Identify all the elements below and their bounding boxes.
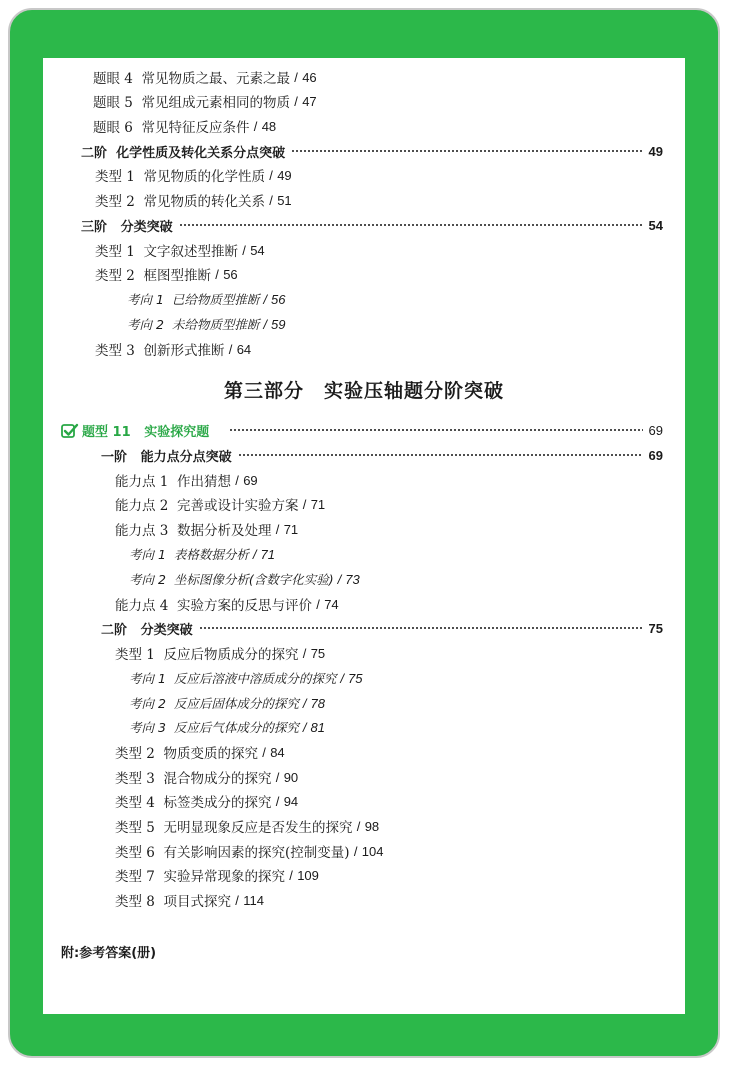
separator: / <box>294 69 298 85</box>
separator: / <box>269 167 273 183</box>
entry-title: 未给物质型推断 <box>171 317 260 332</box>
toc-entry[interactable] <box>43 263 685 285</box>
separator: / <box>235 472 239 488</box>
section-page: 49 <box>648 143 663 159</box>
separator: / <box>263 316 268 332</box>
entry-label: 类型 1 <box>95 169 135 185</box>
toc-subentry[interactable] <box>43 692 685 714</box>
entry-label: 能力点 1 <box>115 474 169 490</box>
entry-page: 46 <box>302 69 317 85</box>
separator: / <box>252 546 257 562</box>
entry-label: 类型 5 <box>115 820 155 836</box>
entry-page: 104 <box>361 843 384 859</box>
entry-page: 73 <box>345 571 360 587</box>
entry-title: 有关影响因素的探究(控制变量) <box>163 845 350 861</box>
separator: / <box>302 695 307 711</box>
separator: / <box>253 118 258 134</box>
toc-section[interactable] <box>43 444 685 466</box>
entry-title: 混合物成分的探究 <box>163 771 272 787</box>
toc-entry[interactable] <box>43 493 685 515</box>
entry-page: 84 <box>270 744 285 760</box>
toc-entry[interactable] <box>43 840 685 862</box>
toc-entry[interactable] <box>43 741 685 763</box>
entry-label: 考向 2 <box>127 317 164 332</box>
toc-page <box>43 58 685 1014</box>
entry-label: 能力点 3 <box>115 523 169 539</box>
entry-title: 反应后气体成分的探究 <box>173 720 299 735</box>
section-label: 三阶 <box>81 219 108 235</box>
entry-page: 71 <box>283 521 299 537</box>
entry-label: 考向 2 <box>129 572 166 587</box>
toc-entry[interactable] <box>43 790 685 812</box>
toc-entry[interactable] <box>43 766 685 788</box>
leader-dots <box>229 429 642 431</box>
toc-entry[interactable] <box>43 864 685 886</box>
entry-title: 常见特征反应条件 <box>141 120 250 136</box>
appendix-link[interactable]: 附:参考答案(册) <box>61 946 157 961</box>
separator: / <box>353 843 358 859</box>
separator: / <box>242 242 246 258</box>
toc-subentry[interactable] <box>43 716 685 738</box>
entry-page: 49 <box>277 167 292 183</box>
entry-page: 56 <box>223 266 238 282</box>
toc-entry[interactable] <box>43 90 685 112</box>
toc-subentry[interactable] <box>43 288 685 310</box>
entry-label: 类型 3 <box>115 771 155 787</box>
entry-label: 类型 7 <box>115 869 155 885</box>
entry-label: 考向 1 <box>129 547 166 562</box>
separator: / <box>215 266 219 282</box>
entry-title: 标签类成分的探究 <box>163 795 272 811</box>
entry-label: 类型 8 <box>115 894 155 910</box>
entry-label: 类型 1 <box>115 647 155 663</box>
entry-title: 无明显现象反应是否发生的探究 <box>163 820 353 836</box>
checkmark-icon <box>61 423 77 439</box>
separator: / <box>275 521 280 537</box>
leader-dots <box>199 627 643 629</box>
separator: / <box>294 93 298 109</box>
toc-section[interactable] <box>43 140 685 162</box>
entry-label: 考向 1 <box>127 292 164 307</box>
section-title: 化学性质及转化关系分点突破 <box>116 145 286 161</box>
toc-section[interactable] <box>43 214 685 236</box>
entry-label: 能力点 2 <box>115 498 169 514</box>
leader-dots <box>238 454 643 456</box>
toc-question-type[interactable] <box>43 419 685 441</box>
entry-page: 48 <box>261 118 277 134</box>
toc-entry[interactable] <box>43 518 685 540</box>
entry-title: 反应后溶液中溶质成分的探究 <box>173 671 337 686</box>
separator: / <box>302 719 307 735</box>
entry-title: 坐标图像分析(含数字化实验) <box>173 572 334 587</box>
entry-title: 项目式探究 <box>163 894 231 910</box>
toc-entry[interactable] <box>43 593 685 615</box>
toc-subentry[interactable] <box>43 667 685 689</box>
entry-label: 考向 1 <box>129 671 166 686</box>
entry-label: 类型 2 <box>95 194 135 210</box>
section-title: 能力点分点突破 <box>140 449 232 465</box>
entry-title: 实验异常现象的探究 <box>163 869 285 885</box>
entry-title: 完善或设计实验方案 <box>176 498 299 514</box>
separator: / <box>235 892 239 908</box>
entry-page: 47 <box>302 93 317 109</box>
entry-title: 反应后物质成分的探究 <box>163 647 299 663</box>
section-label: 一阶 <box>101 449 128 465</box>
separator: / <box>356 818 361 834</box>
entry-title: 框图型推断 <box>143 268 211 284</box>
entry-page: 54 <box>250 242 265 258</box>
toc-entry[interactable] <box>43 115 685 137</box>
entry-title: 表格数据分析 <box>173 547 249 562</box>
toc-entry[interactable] <box>43 338 685 360</box>
entry-label: 考向 3 <box>129 720 166 735</box>
entry-page: 59 <box>271 316 286 332</box>
entry-label: 类型 4 <box>115 795 155 811</box>
entry-label: 题眼 6 <box>93 120 133 136</box>
section-label: 二阶 <box>81 145 108 161</box>
section-page: 54 <box>648 217 663 233</box>
toc-subentry[interactable] <box>43 543 685 565</box>
entry-label: 类型 2 <box>115 746 155 762</box>
entry-title: 常见物质的化学性质 <box>143 169 265 185</box>
separator: / <box>275 769 280 785</box>
entry-title: 数据分析及处理 <box>176 523 272 539</box>
toc-entry[interactable] <box>43 815 685 837</box>
entry-title: 创新形式推断 <box>143 343 225 359</box>
entry-label: 类型 1 <box>95 244 135 260</box>
question-type-title: 实验探究题 <box>144 424 210 440</box>
part-title: 第三部分 实验压轴题分阶突破 <box>223 380 504 402</box>
separator: / <box>269 192 273 208</box>
entry-title: 文字叙述型推断 <box>143 244 238 260</box>
separator: / <box>263 291 268 307</box>
section-page: 75 <box>648 620 663 636</box>
entry-label: 类型 6 <box>115 845 155 861</box>
separator: / <box>302 645 307 661</box>
section-title: 分类突破 <box>120 219 173 235</box>
toc-subentry[interactable] <box>43 313 685 335</box>
question-type-label: 题型 11 <box>82 424 131 440</box>
entry-page: 81 <box>310 719 325 735</box>
entry-label: 能力点 4 <box>115 598 169 614</box>
entry-title: 常见物质之最、元素之最 <box>141 71 290 87</box>
entry-label: 类型 3 <box>95 343 135 359</box>
entry-page: 90 <box>283 769 299 785</box>
entry-page: 71 <box>260 546 275 562</box>
entry-label: 题眼 5 <box>93 95 133 111</box>
entry-page: 75 <box>310 645 326 661</box>
entry-title: 常见物质的转化关系 <box>143 194 265 210</box>
question-type-page: 69 <box>648 422 663 438</box>
entry-title: 物质变质的探究 <box>163 746 258 762</box>
separator: / <box>337 571 342 587</box>
entry-page: 94 <box>283 793 299 809</box>
toc-entry[interactable] <box>43 189 685 211</box>
entry-page: 98 <box>364 818 380 834</box>
entry-label: 考向 2 <box>129 696 166 711</box>
section-title: 分类突破 <box>140 622 193 638</box>
entry-page: 114 <box>243 892 264 908</box>
entry-title: 反应后固体成分的探究 <box>173 696 299 711</box>
entry-page: 64 <box>236 341 252 357</box>
entry-title: 已给物质型推断 <box>171 292 260 307</box>
toc-section[interactable] <box>43 617 685 639</box>
leader-dots <box>179 224 643 226</box>
toc-entry[interactable] <box>43 66 685 88</box>
separator: / <box>340 670 345 686</box>
separator: / <box>228 341 233 357</box>
section-page: 69 <box>648 447 663 463</box>
entry-page: 78 <box>310 695 325 711</box>
separator: / <box>289 867 293 883</box>
entry-page: 69 <box>243 472 258 488</box>
entry-title: 作出猜想 <box>176 474 231 490</box>
toc-entry[interactable] <box>43 642 685 664</box>
separator: / <box>275 793 280 809</box>
leader-dots <box>291 150 642 152</box>
entry-page: 51 <box>277 192 292 208</box>
entry-title: 实验方案的反思与评价 <box>176 598 312 614</box>
separator: / <box>316 596 320 612</box>
entry-page: 75 <box>348 670 363 686</box>
separator: / <box>262 744 266 760</box>
entry-title: 常见组成元素相同的物质 <box>141 95 290 111</box>
entry-page: 71 <box>310 496 326 512</box>
toc-entry[interactable] <box>43 469 685 491</box>
toc-entry[interactable] <box>43 164 685 186</box>
toc-entry[interactable] <box>43 889 685 911</box>
toc-subentry[interactable] <box>43 568 685 590</box>
entry-page: 74 <box>324 596 339 612</box>
section-label: 二阶 <box>101 622 128 638</box>
entry-page: 56 <box>271 291 286 307</box>
toc-entry[interactable] <box>43 239 685 261</box>
entry-label: 类型 2 <box>95 268 135 284</box>
entry-label: 题眼 4 <box>93 71 133 87</box>
separator: / <box>302 496 307 512</box>
entry-page: 109 <box>297 867 319 883</box>
